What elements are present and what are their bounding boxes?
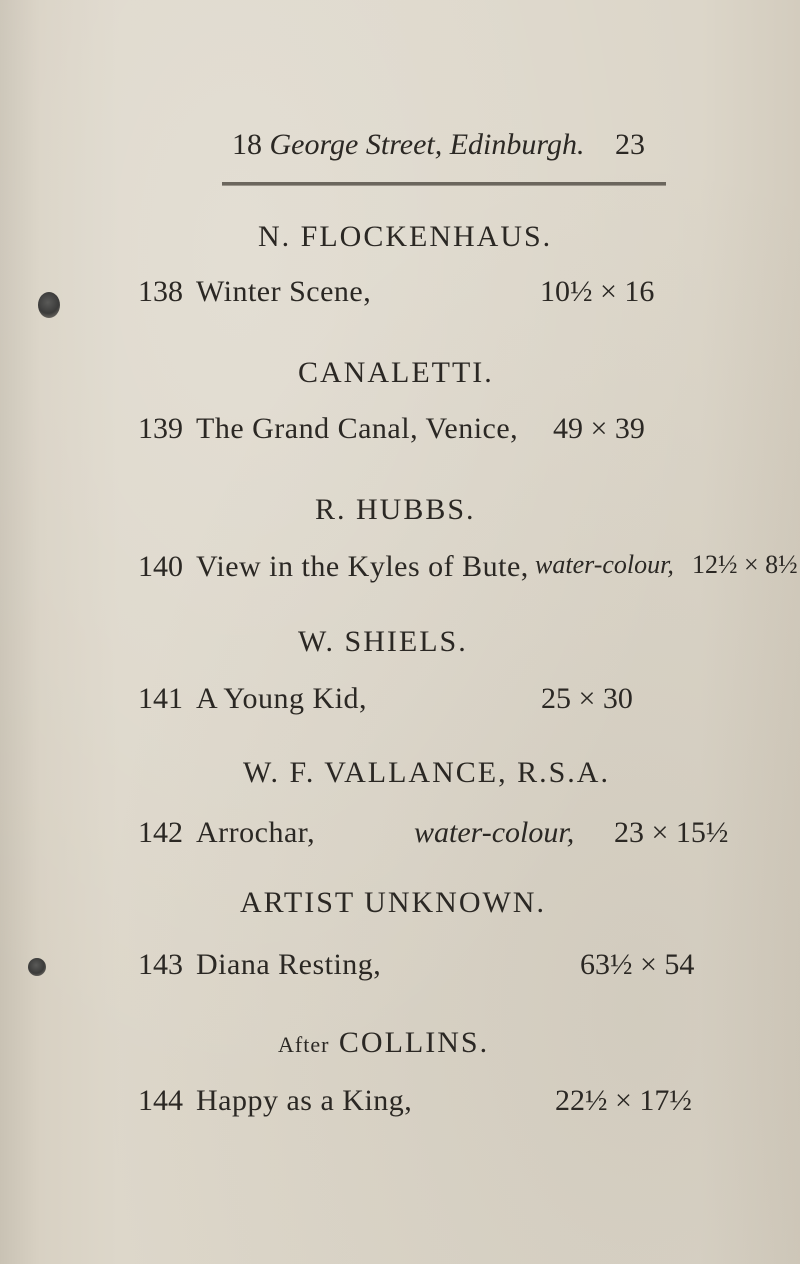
lot-number: 139 xyxy=(138,412,183,445)
artist-heading: R. HUBBS. xyxy=(315,493,476,526)
lot-number: 142 xyxy=(138,816,183,849)
lot-number: 143 xyxy=(138,948,183,981)
artist-heading: W. SHIELS. xyxy=(298,625,468,658)
artist-heading: N. FLOCKENHAUS. xyxy=(258,220,553,253)
lot-title: The Grand Canal, Venice, xyxy=(196,412,519,445)
lot-size: 49 × 39 xyxy=(553,412,645,445)
lot-size: 25 × 30 xyxy=(541,682,633,715)
lot-size: 23 × 15½ xyxy=(614,816,729,849)
artist-name: COLLINS. xyxy=(338,1026,490,1059)
artist-prefix: After xyxy=(278,1032,330,1057)
lot-entry xyxy=(0,948,800,988)
lot-entry xyxy=(0,816,800,856)
lot-entry xyxy=(0,1084,800,1124)
running-head-address: George Street, Edinburgh. xyxy=(269,128,585,161)
lot-number: 138 xyxy=(138,275,183,308)
lot-title: A Young Kid, xyxy=(196,682,368,715)
artist-heading: CANALETTI. xyxy=(298,356,494,389)
lot-medium: water-colour, xyxy=(414,816,575,849)
lot-size: 63½ × 54 xyxy=(580,948,695,981)
lot-title: Happy as a King, xyxy=(196,1084,413,1117)
lot-title: Diana Resting, xyxy=(196,948,382,981)
lot-number: 140 xyxy=(138,550,183,583)
lot-entry xyxy=(0,682,800,722)
artist-heading: ARTIST UNKNOWN. xyxy=(240,886,546,919)
artist-heading: W. F. VALLANCE, R.S.A. xyxy=(243,756,610,789)
lot-title: View in the Kyles of Bute, xyxy=(196,550,529,583)
lot-medium: water-colour, xyxy=(535,550,674,579)
lot-size: 12½ × 8½ xyxy=(692,550,798,579)
lot-number: 141 xyxy=(138,682,183,715)
lot-entry xyxy=(0,412,800,452)
lot-number: 144 xyxy=(138,1084,183,1117)
lot-entry xyxy=(0,550,800,590)
artist-heading xyxy=(278,1026,489,1060)
running-head xyxy=(0,128,800,168)
running-head-number: 18 xyxy=(232,128,262,161)
page-number: 23 xyxy=(615,128,645,161)
header-rule xyxy=(222,182,666,186)
lot-size: 22½ × 17½ xyxy=(555,1084,692,1117)
lot-entry xyxy=(0,275,800,315)
lot-size: 10½ × 16 xyxy=(540,275,655,308)
lot-title: Winter Scene, xyxy=(196,275,372,308)
running-head-text xyxy=(232,128,584,162)
lot-title: Arrochar, xyxy=(196,816,316,849)
